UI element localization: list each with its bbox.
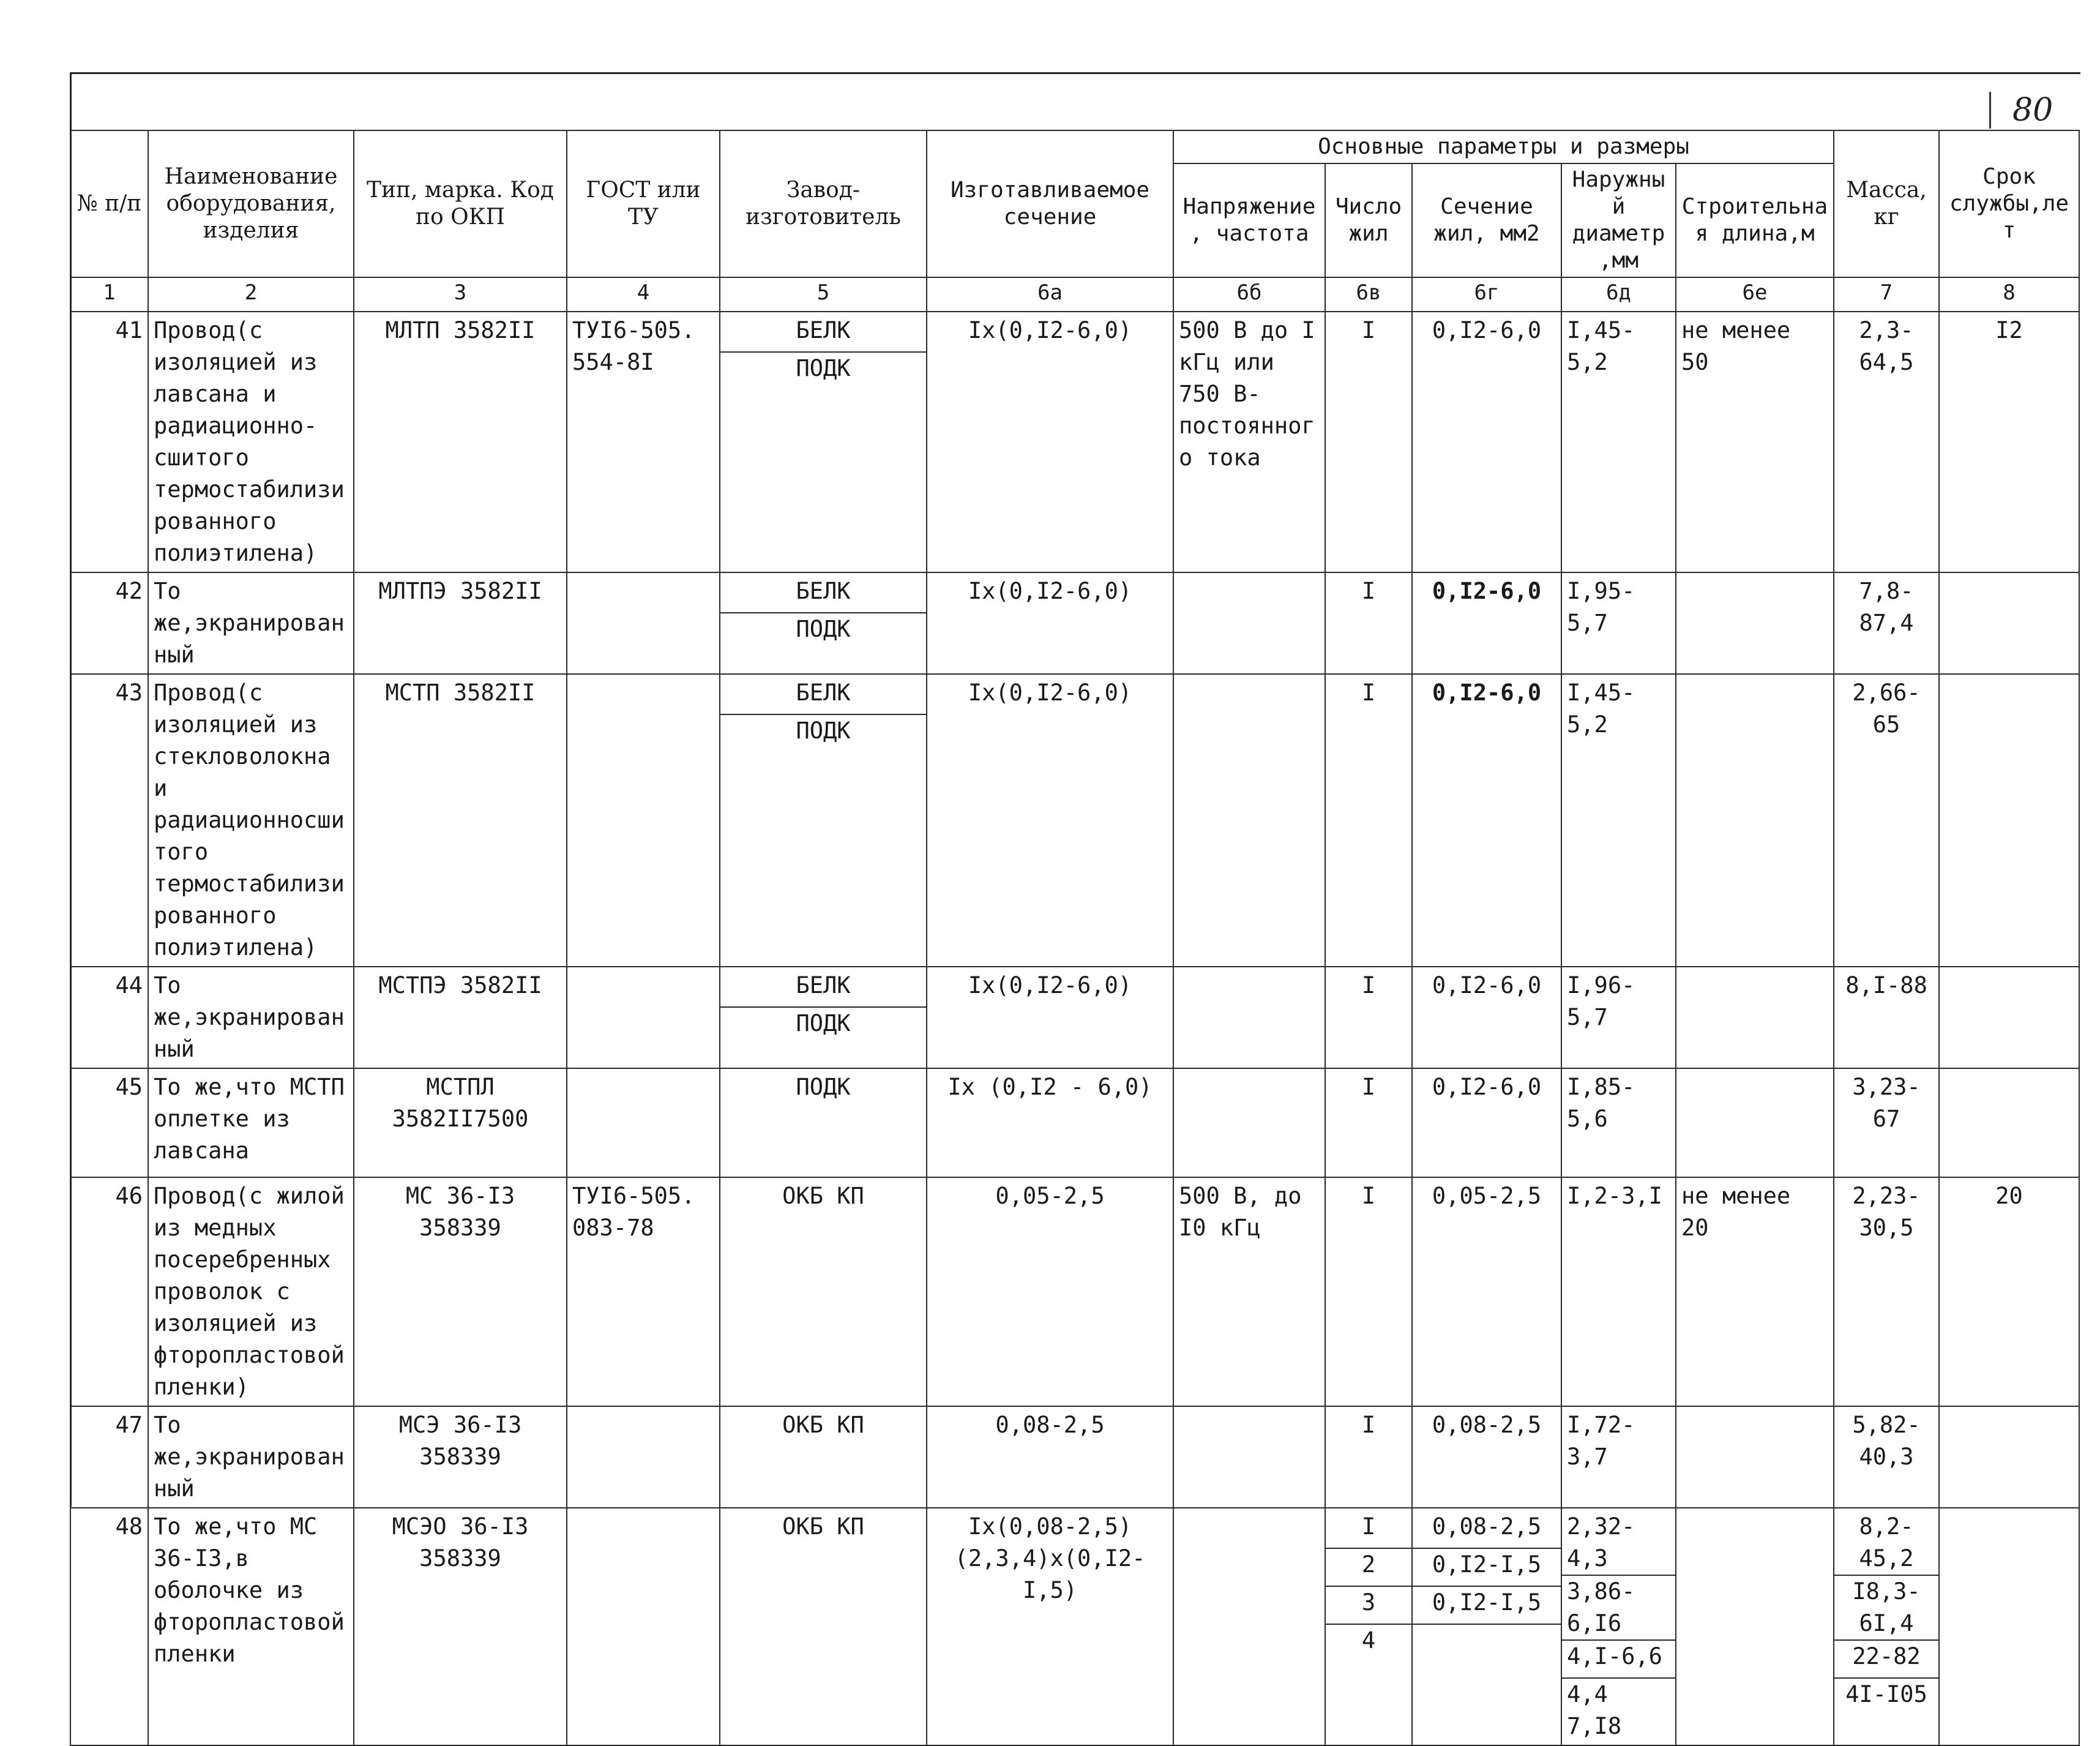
item-name: Провод(с жилой из медных посеребренных проволок с изоляцией из фторопластовой пленки) — [148, 1177, 354, 1406]
col-header-service-life: Срок службы,лет — [1939, 130, 2079, 277]
column-number: 6а — [927, 277, 1173, 312]
item-mass — [1834, 1177, 1939, 1406]
col-header-type: Тип, марка. Код по ОКП — [354, 130, 567, 277]
row-number: 43 — [70, 674, 148, 967]
item-mass — [1834, 312, 1939, 572]
item-core-section-value: 0,I2-I,5 — [1413, 1549, 1561, 1587]
item-length — [1676, 674, 1834, 967]
item-diameter-value: 2,32-4,3 — [1562, 1511, 1675, 1576]
item-type-code: МСЭ 36-I3 358339 — [354, 1406, 567, 1508]
item-maker — [720, 1406, 927, 1508]
item-cores-value: I — [1361, 1183, 1376, 1209]
table-body — [70, 312, 2079, 1745]
table-row — [70, 967, 2079, 1068]
item-diameter-value: 4,I-6,6 — [1562, 1641, 1675, 1679]
table-row — [70, 1068, 2079, 1177]
item-cores-value: I — [1361, 578, 1376, 604]
item-cores — [1325, 1177, 1412, 1406]
item-section: Iх(0,I2-6,0) — [927, 674, 1173, 967]
item-mass-value: 3,23-67 — [1852, 1074, 1921, 1132]
item-mass-value: 2,23-30,5 — [1852, 1183, 1921, 1241]
item-core-section-value: 0,I2-6,0 — [1432, 317, 1542, 343]
item-voltage — [1173, 967, 1325, 1068]
item-core-section-value: 0,05-2,5 — [1432, 1183, 1542, 1209]
item-gost — [567, 572, 720, 674]
item-section: Iх (0,I2 - 6,0) — [927, 1068, 1173, 1177]
column-number-row — [70, 277, 2079, 312]
item-service-life — [1939, 1068, 2079, 1177]
item-mass — [1834, 674, 1939, 967]
item-gost — [567, 674, 720, 967]
item-mass-value: 22-82 — [1834, 1641, 1938, 1679]
item-type-code: МСЭО 36-I3 358339 — [354, 1508, 567, 1745]
item-cores — [1325, 1508, 1412, 1745]
item-maker-value: ПОДК — [796, 1074, 851, 1100]
table-row — [70, 1406, 2079, 1508]
item-mass — [1834, 1508, 1939, 1745]
item-core-section — [1412, 312, 1561, 572]
item-mass-value: 4I-I05 — [1845, 1681, 1927, 1707]
item-cores-value: I — [1326, 1511, 1411, 1549]
column-number: 7 — [1834, 277, 1939, 312]
item-maker-value: БЕЛК — [720, 970, 926, 1008]
col-header-name: Наименование оборудования, изделия — [148, 130, 354, 277]
row-number: 44 — [70, 967, 148, 1068]
item-type-code: МСТПЛ 3582II7500 — [354, 1068, 567, 1177]
item-section: Iх(0,I2-6,0) — [927, 572, 1173, 674]
item-maker — [720, 572, 927, 674]
item-name: То же,экранированный — [148, 1406, 354, 1508]
item-diameter-value: I,85-5,6 — [1567, 1074, 1635, 1132]
item-cores — [1325, 572, 1412, 674]
column-number: 6д — [1561, 277, 1676, 312]
column-number: 3 — [354, 277, 567, 312]
item-diameter — [1561, 967, 1676, 1068]
item-section: 0,08-2,5 — [927, 1406, 1173, 1508]
item-core-section-value: 0,I2-6,0 — [1432, 972, 1542, 999]
item-mass — [1834, 572, 1939, 674]
item-diameter-value: I,96-5,7 — [1567, 972, 1635, 1030]
item-cores-value: 4 — [1361, 1627, 1376, 1654]
item-maker-value: ПОДК — [796, 616, 851, 642]
item-service-life: I2 — [1939, 312, 2079, 572]
item-mass-value: 8,2-45,2 — [1834, 1511, 1938, 1576]
item-cores — [1325, 967, 1412, 1068]
item-diameter — [1561, 312, 1676, 572]
item-maker — [720, 1177, 927, 1406]
col-header-main-params: Основные параметры и размеры — [1173, 130, 1834, 163]
item-cores-value: I — [1361, 1074, 1376, 1100]
item-mass — [1834, 967, 1939, 1068]
row-number: 45 — [70, 1068, 148, 1177]
item-gost: ТУI6-505. 083-78 — [567, 1177, 720, 1406]
item-length — [1676, 572, 1834, 674]
item-cores — [1325, 674, 1412, 967]
item-type-code: МСТПЭ 3582II — [354, 967, 567, 1068]
column-number: 4 — [567, 277, 720, 312]
specification-table — [70, 130, 2080, 1746]
item-maker-value: ПОДК — [796, 1010, 851, 1036]
item-core-section-value: 0,I2-6,0 — [1432, 1074, 1542, 1100]
item-maker-value: БЕЛК — [720, 575, 926, 613]
item-cores-value: I — [1361, 972, 1376, 999]
item-voltage: 500 В, до I0 кГц — [1173, 1177, 1325, 1406]
col-header-maker: Завод-изготовитель — [720, 130, 927, 277]
item-length — [1676, 1508, 1834, 1745]
item-service-life — [1939, 1508, 2079, 1745]
col-header-core-section: Сечение жил, мм2 — [1412, 163, 1561, 277]
item-cores-value: 3 — [1326, 1587, 1411, 1625]
item-cores-value: 2 — [1326, 1549, 1411, 1587]
item-section: Iх(0,08-2,5) (2,3,4)х(0,I2-I,5) — [927, 1508, 1173, 1745]
column-number: 6г — [1412, 277, 1561, 312]
item-mass-value: 8,I-88 — [1845, 972, 1927, 999]
item-name: То же,что МС 36-I3,в оболочке из фторопластовой пленки — [148, 1508, 354, 1745]
column-number: 2 — [148, 277, 354, 312]
item-core-section — [1412, 1068, 1561, 1177]
col-header-voltage: Напряжение, частота — [1173, 163, 1325, 277]
item-length — [1676, 967, 1834, 1068]
item-cores-value: I — [1361, 680, 1376, 706]
column-number: 6е — [1676, 277, 1834, 312]
item-diameter — [1561, 1177, 1676, 1406]
item-mass-value: I8,3-6I,4 — [1834, 1576, 1938, 1641]
item-maker-value: БЕЛК — [720, 315, 926, 353]
item-gost — [567, 1406, 720, 1508]
col-header-mass: Масса, кг — [1834, 130, 1939, 277]
item-diameter-value: I,45-5,2 — [1567, 680, 1635, 738]
item-core-section — [1412, 1177, 1561, 1406]
col-header-diameter: Наружный диаметр,мм — [1561, 163, 1676, 277]
item-gost — [567, 1068, 720, 1177]
item-core-section-value: 0,I2-I,5 — [1413, 1587, 1561, 1625]
item-length — [1676, 1068, 1834, 1177]
item-type-code: МС 36-I3 358339 — [354, 1177, 567, 1406]
item-core-section — [1412, 967, 1561, 1068]
table-row — [70, 674, 2079, 967]
table-row — [70, 1177, 2079, 1406]
item-core-section — [1412, 674, 1561, 967]
item-maker-value: ОКБ КП — [782, 1412, 864, 1438]
column-number: 6в — [1325, 277, 1412, 312]
item-maker-value: ПОДК — [796, 355, 851, 381]
item-diameter-value: I,95-5,7 — [1567, 578, 1635, 636]
item-voltage — [1173, 674, 1325, 967]
item-maker — [720, 674, 927, 967]
column-number: 8 — [1939, 277, 2079, 312]
column-number: 5 — [720, 277, 927, 312]
item-diameter-value: 4,4 7,I8 — [1567, 1681, 1622, 1739]
table-row — [70, 572, 2079, 674]
item-section: Iх(0,I2-6,0) — [927, 312, 1173, 572]
item-core-section-value: 0,08-2,5 — [1413, 1511, 1561, 1549]
item-maker — [720, 312, 927, 572]
column-number: 1 — [70, 277, 148, 312]
item-name: То же,что МСТП оплетке из лавсана — [148, 1068, 354, 1177]
item-core-section-value — [1413, 1625, 1561, 1662]
table-row — [70, 1508, 2079, 1745]
item-core-section-value: 0,08-2,5 — [1432, 1412, 1542, 1438]
row-number: 48 — [70, 1508, 148, 1745]
column-number: 6б — [1173, 277, 1325, 312]
row-number: 46 — [70, 1177, 148, 1406]
header-row-top — [70, 130, 2079, 163]
item-voltage — [1173, 1406, 1325, 1508]
item-cores — [1325, 1068, 1412, 1177]
item-diameter — [1561, 1508, 1676, 1745]
item-core-section-value: 0,I2-6,0 — [1432, 578, 1542, 604]
item-service-life — [1939, 1406, 2079, 1508]
item-maker-value: БЕЛК — [720, 677, 926, 715]
item-length — [1676, 1406, 1834, 1508]
item-voltage — [1173, 572, 1325, 674]
item-core-section-value: 0,I2-6,0 — [1432, 680, 1542, 706]
col-header-cores: Число жил — [1325, 163, 1412, 277]
item-service-life — [1939, 674, 2079, 967]
table-row — [70, 312, 2079, 572]
item-mass-value: 2,66-65 — [1852, 680, 1921, 738]
row-number: 42 — [70, 572, 148, 674]
item-cores-value: I — [1361, 1412, 1376, 1438]
row-number: 47 — [70, 1406, 148, 1508]
item-length: не менее 50 — [1676, 312, 1834, 572]
item-core-section — [1412, 1508, 1561, 1745]
item-length: не менее 20 — [1676, 1177, 1834, 1406]
item-voltage — [1173, 1508, 1325, 1745]
col-header-number: № п/п — [70, 130, 148, 277]
item-core-section — [1412, 572, 1561, 674]
item-maker — [720, 967, 927, 1068]
item-mass — [1834, 1068, 1939, 1177]
item-cores — [1325, 1406, 1412, 1508]
item-diameter — [1561, 1406, 1676, 1508]
page-number: 80 — [2012, 92, 2053, 129]
item-maker — [720, 1068, 927, 1177]
item-diameter-value: 3,86-6,I6 — [1562, 1576, 1675, 1641]
col-header-gost: ГОСТ или ТУ — [567, 130, 720, 277]
item-diameter-value: I,2-3,I — [1567, 1183, 1662, 1209]
item-section: 0,05-2,5 — [927, 1177, 1173, 1406]
item-name: Провод(с изоляцией из лавсана и радиационно-сшитого термостабилизированного полиэтилена) — [148, 312, 354, 572]
item-service-life — [1939, 572, 2079, 674]
item-maker-value: ОКБ КП — [782, 1183, 864, 1209]
item-cores-value: I — [1361, 317, 1376, 343]
item-diameter-value: I,45-5,2 — [1567, 317, 1635, 375]
col-header-section: Изготавливаемое сечение — [927, 130, 1173, 277]
item-type-code: МЛТПЭ 3582II — [354, 572, 567, 674]
item-core-section — [1412, 1406, 1561, 1508]
item-diameter — [1561, 674, 1676, 967]
item-maker-value: ПОДК — [796, 718, 851, 744]
item-maker-value: ОКБ КП — [782, 1513, 864, 1540]
item-diameter — [1561, 572, 1676, 674]
item-name: То же,экранированный — [148, 572, 354, 674]
item-gost: ТУI6-505. 554-8I — [567, 312, 720, 572]
item-maker — [720, 1508, 927, 1745]
item-type-code: МСТП 3582II — [354, 674, 567, 967]
item-section: Iх(0,I2-6,0) — [927, 967, 1173, 1068]
item-service-life — [1939, 967, 2079, 1068]
item-mass — [1834, 1406, 1939, 1508]
item-gost — [567, 1508, 720, 1745]
item-name: То же,экранированный — [148, 967, 354, 1068]
item-voltage — [1173, 1068, 1325, 1177]
item-service-life: 20 — [1939, 1177, 2079, 1406]
item-mass-value: 2,3-64,5 — [1859, 317, 1914, 375]
item-cores — [1325, 312, 1412, 572]
page-number-divider — [1989, 92, 1991, 129]
item-type-code: МЛТП 3582II — [354, 312, 567, 572]
item-mass-value: 7,8-87,4 — [1859, 578, 1914, 636]
item-voltage: 500 В до I кГц или 750 В-постоянного тока — [1173, 312, 1325, 572]
item-name: Провод(с изоляцией из стекловолокна и радиационносшитого термостабилизированного полиэтилена) — [148, 674, 354, 967]
item-diameter — [1561, 1068, 1676, 1177]
row-number: 41 — [70, 312, 148, 572]
item-mass-value: 5,82-40,3 — [1852, 1412, 1921, 1470]
item-diameter-value: I,72-3,7 — [1567, 1412, 1635, 1470]
item-gost — [567, 967, 720, 1068]
col-header-length: Строительная длина,м — [1676, 163, 1834, 277]
